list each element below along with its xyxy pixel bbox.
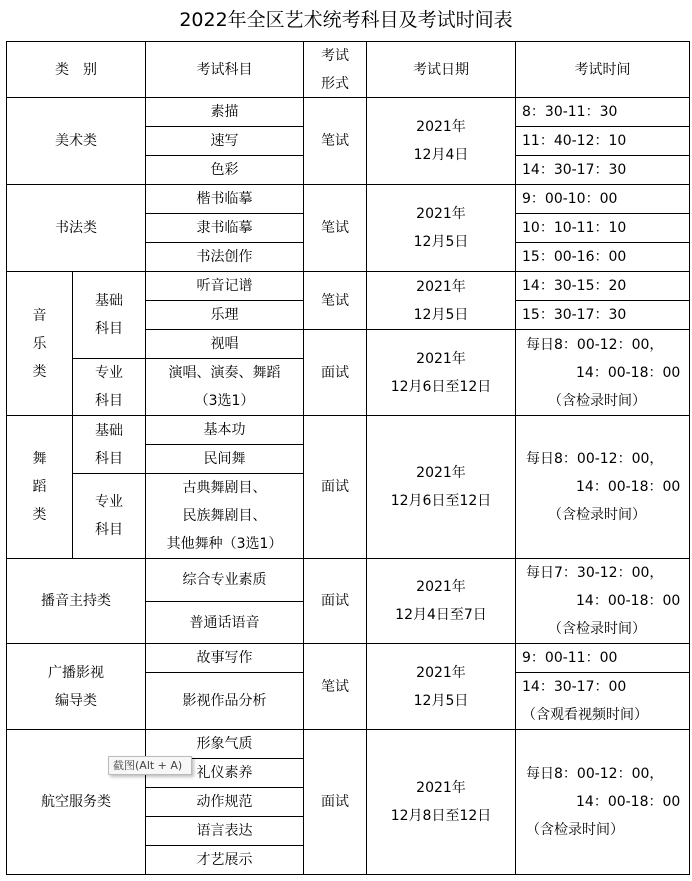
date-year: 2021年: [416, 206, 466, 222]
date-cell: [366, 184, 516, 272]
subject-line: 古典舞剧目、: [182, 480, 267, 496]
time-line: （含检录时间）: [548, 392, 646, 409]
time-line: （含检录时间）: [548, 621, 646, 637]
form-cell: 笔试: [303, 271, 367, 330]
form-cell: 面试: [303, 415, 367, 559]
date-year: 2021年: [416, 780, 466, 796]
subject-cell: 动作规范: [145, 787, 304, 817]
dance-major-group: [72, 473, 146, 559]
subject-cell: 形象气质: [145, 729, 304, 759]
header-time-label: 考试时间: [574, 61, 631, 78]
subject-cell: 速写: [145, 126, 304, 156]
header-subject: [145, 41, 304, 98]
time-line: 14：00-18：00: [576, 479, 681, 495]
category-film: [6, 643, 146, 730]
date-day: 12月6日至12日: [390, 493, 492, 509]
time-cell: [515, 672, 690, 730]
date-year: 2021年: [416, 350, 466, 367]
date-year: 2021年: [416, 119, 466, 135]
subject-cell: 综合专业素质: [145, 558, 304, 602]
time-line: 每日8：00-12：00，: [526, 451, 664, 467]
date-year: 2021年: [416, 278, 466, 295]
header-subject-label: 考试科目: [196, 61, 253, 78]
date-day: 12月6日至12日: [390, 378, 492, 395]
date-cell: [366, 329, 516, 416]
time-line: 每日7：30-12：00，: [526, 565, 664, 581]
time-cell: 9：00-10：00: [515, 184, 690, 214]
date-day: 12月4日: [413, 147, 469, 163]
subject-cell: 语言表达: [145, 816, 304, 846]
date-cell: [366, 558, 516, 644]
time-cell: 11：40-12：10: [515, 126, 690, 156]
header-form: [303, 41, 367, 98]
time-line: 每日8：00-12：00，: [526, 766, 664, 782]
form-cell: 面试: [303, 558, 367, 644]
category-aviation: 航空服务类: [6, 729, 146, 875]
subject-cell: 普通话语音: [145, 601, 304, 644]
subject-cell: 隶书临摹: [145, 213, 304, 243]
music-basic-group: [72, 271, 146, 359]
time-line: （含检录时间）: [526, 822, 624, 838]
date-year: 2021年: [416, 579, 466, 595]
subject-cell: 礼仪素养: [145, 758, 304, 788]
date-cell: [366, 271, 516, 330]
subject-cell: 楷书临摹: [145, 184, 304, 214]
date-day: 12月5日: [413, 692, 469, 709]
form-cell: 笔试: [303, 97, 367, 185]
subject-cell: 听音记谱: [145, 271, 304, 301]
time-cell: 14：30-15：20: [515, 271, 690, 301]
subject-cell: 基本功: [145, 415, 304, 445]
subject-cell: 乐理: [145, 300, 304, 330]
header-form-line: 考试: [321, 47, 349, 64]
time-cell: 9：00-11：00: [515, 643, 690, 673]
category-art: 美术类: [6, 97, 146, 185]
category-char: 音: [32, 307, 47, 324]
time-cell: 10：10-11：10: [515, 213, 690, 243]
category-dance: [6, 415, 73, 559]
time-cell: 15：00-16：00: [515, 242, 690, 272]
form-cell: 笔试: [303, 643, 367, 730]
subject-cell: 视唱: [145, 329, 304, 359]
subject-cell: 素描: [145, 97, 304, 127]
subject-cell: 影视作品分析: [145, 672, 304, 730]
date-cell: [366, 97, 516, 185]
category-char: 蹈: [32, 479, 47, 495]
header-date-label: 考试日期: [413, 61, 469, 78]
subject-cell: 书法创作: [145, 242, 304, 272]
time-line: 14：00-18：00: [576, 593, 681, 609]
subject-cell: 色彩: [145, 155, 304, 185]
header-form-line: 形式: [321, 75, 349, 92]
dance-basic-group: [72, 415, 146, 474]
page-title: 2022年全区艺术统考科目及考试时间表: [179, 9, 513, 31]
group-label: 科目: [95, 321, 123, 337]
subject-cell: 故事写作: [145, 643, 304, 673]
time-line: 14：00-18：00: [576, 364, 681, 381]
screenshot-tooltip: 截图(Alt + A): [108, 756, 192, 775]
group-label: 科目: [95, 522, 123, 538]
form-cell: 笔试: [303, 184, 367, 272]
time-line: （含检录时间）: [548, 507, 646, 523]
subject-cell: [145, 473, 304, 559]
header-date: [366, 41, 516, 98]
time-cell: 14：30-17：30: [515, 155, 690, 185]
date-day: 12月5日: [413, 234, 469, 250]
category-line: 广播影视: [48, 664, 104, 681]
category-line: 编导类: [55, 692, 97, 709]
category-calligraphy: 书法类: [6, 184, 146, 272]
date-year: 2021年: [416, 465, 466, 481]
group-label: 基础: [95, 293, 123, 309]
subject-cell: 民间舞: [145, 444, 304, 474]
group-label: 基础: [95, 422, 123, 439]
time-cell: 8：30-11：30: [515, 97, 690, 127]
category-char: 类: [32, 363, 47, 380]
header-category: [6, 41, 146, 98]
subject-cell: [145, 358, 304, 416]
subject-line: （3选1）: [194, 393, 255, 409]
subject-cell: 才艺展示: [145, 845, 304, 875]
date-cell: [366, 643, 516, 730]
date-day: 12月8日至12日: [390, 808, 492, 824]
date-cell: [366, 415, 516, 559]
header-time: [515, 41, 690, 98]
subject-line: 民族舞剧目、: [182, 508, 267, 524]
group-label: 专业: [95, 365, 123, 381]
category-char: 乐: [32, 335, 47, 352]
time-line: （含观看视频时间）: [522, 707, 648, 723]
time-cell: [515, 729, 690, 875]
group-label: 科目: [95, 450, 123, 467]
time-line: 14：00-18：00: [576, 794, 681, 810]
time-cell: 15：30-17：30: [515, 300, 690, 330]
header-category-label: 类 别: [55, 61, 97, 78]
date-year: 2021年: [416, 664, 466, 681]
date-day: 12月4日至7日: [395, 607, 487, 623]
time-cell: [515, 329, 690, 416]
group-label: 专业: [95, 494, 123, 510]
category-char: 舞: [32, 451, 47, 467]
time-line: 14：30-17：00: [522, 679, 627, 695]
time-cell: [515, 415, 690, 559]
date-cell: [366, 729, 516, 875]
category-char: 类: [32, 507, 47, 523]
category-broadcast: 播音主持类: [6, 558, 146, 644]
time-line: 每日8：00-12：00，: [526, 336, 664, 353]
form-cell: 面试: [303, 729, 367, 875]
time-cell: [515, 558, 690, 644]
category-music: [6, 271, 73, 416]
music-major-group: [72, 358, 146, 416]
form-cell: 面试: [303, 329, 367, 416]
group-label: 科目: [95, 393, 123, 409]
subject-line: 其他舞种（3选1）: [166, 536, 283, 552]
date-day: 12月5日: [413, 306, 469, 323]
subject-line: 演唱、演奏、舞蹈: [168, 365, 281, 381]
